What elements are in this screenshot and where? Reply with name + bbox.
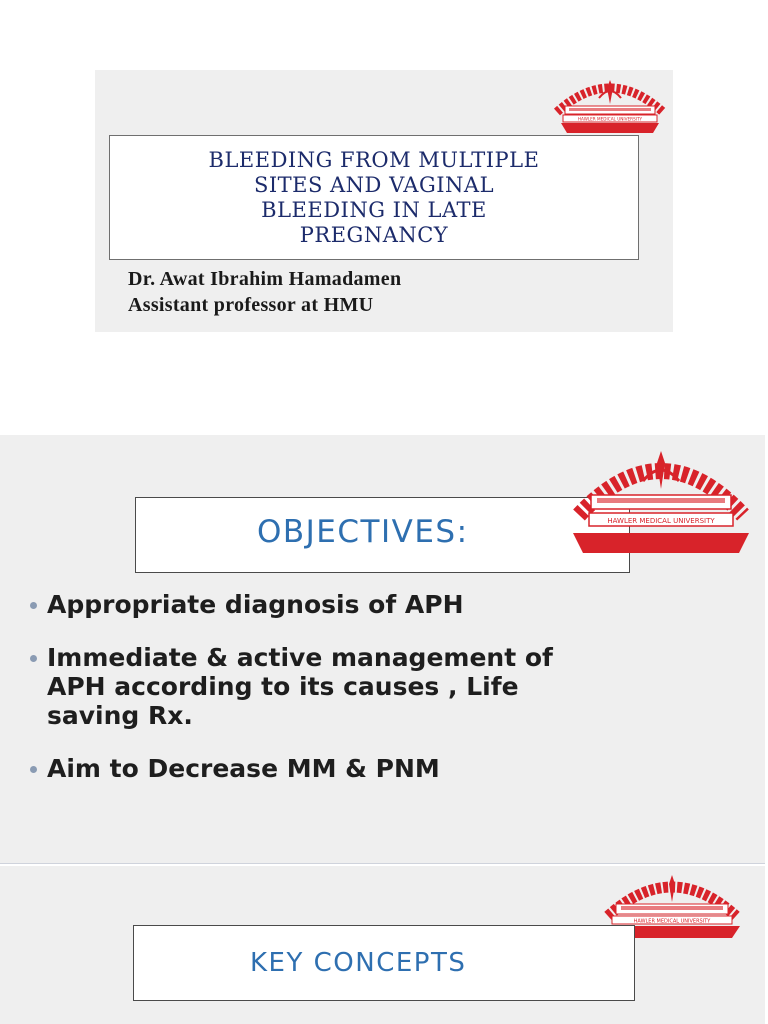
- slide-key-concepts: [0, 866, 765, 1024]
- key-concepts-title: KEY CONCEPTS: [250, 948, 467, 978]
- slide-objectives: [0, 435, 765, 864]
- svg-text:HAWLER MEDICAL UNIVERSITY: HAWLER MEDICAL UNIVERSITY: [633, 918, 711, 925]
- svg-text:HAWLER MEDICAL UNIVERSITY: HAWLER MEDICAL UNIVERSITY: [577, 116, 643, 122]
- objectives-title-box: [135, 497, 630, 573]
- list-item: Immediate & active management of APH according to its causes , Life saving Rx.: [27, 643, 727, 730]
- author-block: [128, 266, 401, 318]
- author-name: Dr. Awat Ibrahim Hamadamen: [128, 268, 402, 290]
- university-logo-icon: [565, 437, 757, 561]
- objectives-title: OBJECTIVES:: [257, 514, 469, 550]
- university-logo-icon: [547, 70, 673, 134]
- logo-university-name: HAWLER MEDICAL UNIVERSITY: [607, 517, 715, 525]
- author-position: Assistant professor at HMU: [128, 294, 374, 316]
- list-item: Appropriate diagnosis of APH: [27, 590, 727, 619]
- list-item: Aim to Decrease MM & PNM: [27, 754, 727, 783]
- key-concepts-title-box: [133, 925, 635, 1001]
- objectives-list: [27, 590, 727, 807]
- slide-title-text: BLEEDING FROM MULTIPLE SITES AND VAGINAL BLEEDING IN LATE PREGNANCY: [109, 135, 639, 260]
- slide-title: [95, 70, 673, 332]
